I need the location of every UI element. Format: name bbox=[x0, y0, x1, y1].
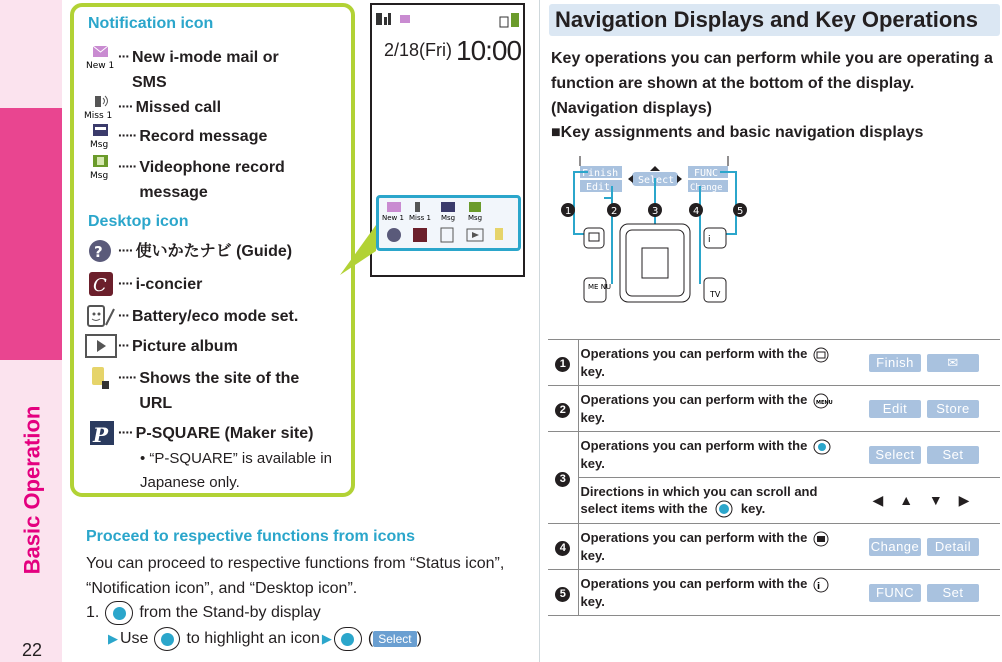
desktop-item-label: i-concier bbox=[135, 276, 203, 293]
i-concier-icon bbox=[84, 272, 118, 296]
picture-album-icon bbox=[84, 334, 118, 358]
step-text: from the Stand-by display bbox=[139, 604, 321, 621]
svg-text:4: 4 bbox=[693, 206, 700, 217]
desktop-item: ····· Shows the site of the URL bbox=[84, 366, 314, 416]
svg-text:Msg: Msg bbox=[441, 214, 456, 222]
new-mail-icon bbox=[84, 45, 118, 69]
select-label: Select bbox=[638, 175, 675, 186]
svg-text:Msg: Msg bbox=[90, 171, 109, 181]
svg-text:Miss 1: Miss 1 bbox=[409, 214, 431, 222]
callout-pointer bbox=[340, 225, 380, 285]
desktop-item: ··· Battery/eco mode set. bbox=[84, 304, 298, 329]
i-appli-key-icon bbox=[813, 577, 829, 593]
svg-text:C: C bbox=[93, 275, 107, 296]
step-1-continued: ▶ Use to highlight an icon ▶ ( Select ) bbox=[108, 627, 422, 651]
step-1 bbox=[86, 601, 321, 625]
keypad-diagram bbox=[560, 152, 750, 312]
desktop-item-label: P-SQUARE (Maker site) bbox=[135, 425, 314, 442]
section-title: Basic Operation bbox=[19, 405, 44, 575]
svg-text:MENU: MENU bbox=[815, 399, 833, 406]
arrow-icon: ▶ bbox=[321, 631, 332, 646]
notification-item: New 1 ··· New i-mode mail or SMS bbox=[84, 45, 312, 95]
table-row: 2 Operations you can perform with the MENU key. Edit Store bbox=[548, 386, 1000, 432]
desktop-item-label: Shows the site of the URL bbox=[139, 370, 300, 412]
menu-key-icon bbox=[813, 393, 833, 409]
center-key-icon bbox=[334, 627, 362, 651]
notification-item: Miss 1 ···· Missed call bbox=[84, 95, 221, 120]
svg-text:5: 5 bbox=[737, 206, 744, 217]
guide-icon bbox=[84, 239, 118, 263]
desktop-item-label: Picture album bbox=[132, 338, 238, 355]
multi-key-icon bbox=[154, 627, 180, 651]
notification-item: Msg ····· Videophone record message bbox=[84, 155, 314, 205]
change-label: Change bbox=[690, 183, 723, 193]
select-softkey-label: Select bbox=[373, 631, 416, 647]
p-square-note: • “P-SQUARE” is available in Japanese only. bbox=[140, 450, 332, 491]
center-key-icon bbox=[813, 439, 831, 455]
notification-item-label: Record message bbox=[139, 128, 268, 145]
battery-eco-icon bbox=[84, 304, 118, 328]
desktop-item-label: 使いかたナビ (Guide) bbox=[135, 243, 293, 260]
menu-key-label: ME NU bbox=[588, 283, 612, 291]
proceed-body: You can proceed to respective functions from “Status icon”, “Notification icon”, and “Desktop icon”. bbox=[86, 555, 505, 597]
notification-item-label: Videophone record message bbox=[139, 159, 285, 201]
func-label: FUNC bbox=[694, 168, 719, 179]
tray-icons bbox=[379, 198, 519, 248]
step-highlight-text: to highlight an icon bbox=[186, 630, 320, 647]
desktop-item-label: Battery/eco mode set. bbox=[132, 308, 299, 325]
videophone-record-icon bbox=[84, 155, 118, 179]
step-use-text: Use bbox=[120, 630, 149, 647]
edit-label: Edit bbox=[586, 182, 611, 193]
phone-clock: 10:00 bbox=[456, 35, 522, 66]
icon-legend-panel bbox=[70, 3, 355, 497]
column-divider bbox=[539, 0, 540, 662]
status-bar-icons bbox=[376, 9, 524, 31]
table-row: Directions in which you can scroll and select items with the key. ◀ ▲ ▼ ▶ bbox=[548, 478, 1000, 524]
svg-text:i: i bbox=[816, 581, 821, 592]
svg-text:P: P bbox=[93, 423, 109, 447]
missed-call-icon bbox=[84, 95, 118, 119]
page-number: 22 bbox=[22, 640, 43, 660]
svg-text:New 1: New 1 bbox=[382, 214, 404, 222]
url-site-icon bbox=[84, 366, 118, 390]
proceed-heading: Proceed to respective functions from icons bbox=[86, 528, 415, 545]
phone-date: 2/18(Fri) bbox=[384, 40, 453, 60]
notification-item: Msg ····· Record message bbox=[84, 124, 267, 149]
svg-text:Msg: Msg bbox=[468, 214, 483, 222]
notification-item-label: Missed call bbox=[135, 99, 222, 116]
table-row: 4 Operations you can perform with the key. Change Detail bbox=[548, 524, 1000, 570]
multi-key-icon bbox=[713, 500, 735, 518]
phone-standby-screen bbox=[370, 3, 525, 277]
desktop-item: C ···· i-concier bbox=[84, 272, 202, 297]
camera-tv-key-icon bbox=[813, 531, 829, 547]
svg-text:1: 1 bbox=[565, 206, 572, 217]
svg-text:Miss 1: Miss 1 bbox=[84, 111, 113, 121]
record-message-icon bbox=[84, 124, 118, 148]
desktop-item: ··· Picture album bbox=[84, 334, 238, 359]
finish-label: Finish bbox=[582, 168, 619, 179]
desktop-icon-heading: Desktop icon bbox=[88, 213, 189, 230]
step-number: 1. bbox=[86, 604, 100, 621]
tv-key-label: TV bbox=[710, 290, 721, 299]
center-key-icon bbox=[105, 601, 133, 625]
navigation-section-title: Navigation Displays and Key Operations bbox=[549, 4, 1000, 36]
svg-text:i: i bbox=[708, 235, 711, 245]
notification-item-label: New i-mode mail or SMS bbox=[132, 49, 279, 91]
svg-text:New 1: New 1 bbox=[86, 61, 115, 71]
p-square-icon bbox=[84, 421, 118, 445]
svg-text:2: 2 bbox=[611, 206, 618, 217]
svg-text:?: ? bbox=[94, 243, 103, 261]
navigation-intro: Key operations you can perform while you are operating a function are shown at the bottom of the display. (Navigation displays) bbox=[551, 50, 993, 117]
notification-icon-heading: Notification icon bbox=[88, 15, 214, 32]
key-operations-table bbox=[548, 339, 1000, 616]
phone-icon-tray bbox=[376, 195, 521, 251]
table-row: 1 Operations you can perform with the key. Finish ✉ bbox=[548, 340, 1000, 386]
svg-text:Msg: Msg bbox=[90, 140, 109, 150]
side-tab-highlight bbox=[0, 108, 62, 360]
mail-key-icon bbox=[813, 347, 829, 363]
scroll-directions: ◀ ▲ ▼ ▶ bbox=[848, 478, 1000, 524]
desktop-item: P ···· P-SQUARE (Maker site) bbox=[84, 421, 313, 446]
table-row: 5 Operations you can perform with the i key. FUNC Set bbox=[548, 570, 1000, 616]
navigation-subheading: ■Key assignments and basic navigation displays bbox=[551, 124, 924, 141]
table-row: 3 Operations you can perform with the key. Select Set bbox=[548, 432, 1000, 478]
desktop-item: ? ···· 使いかたナビ (Guide) bbox=[84, 239, 292, 264]
svg-text:3: 3 bbox=[652, 206, 659, 217]
arrow-icon: ▶ bbox=[108, 631, 118, 646]
